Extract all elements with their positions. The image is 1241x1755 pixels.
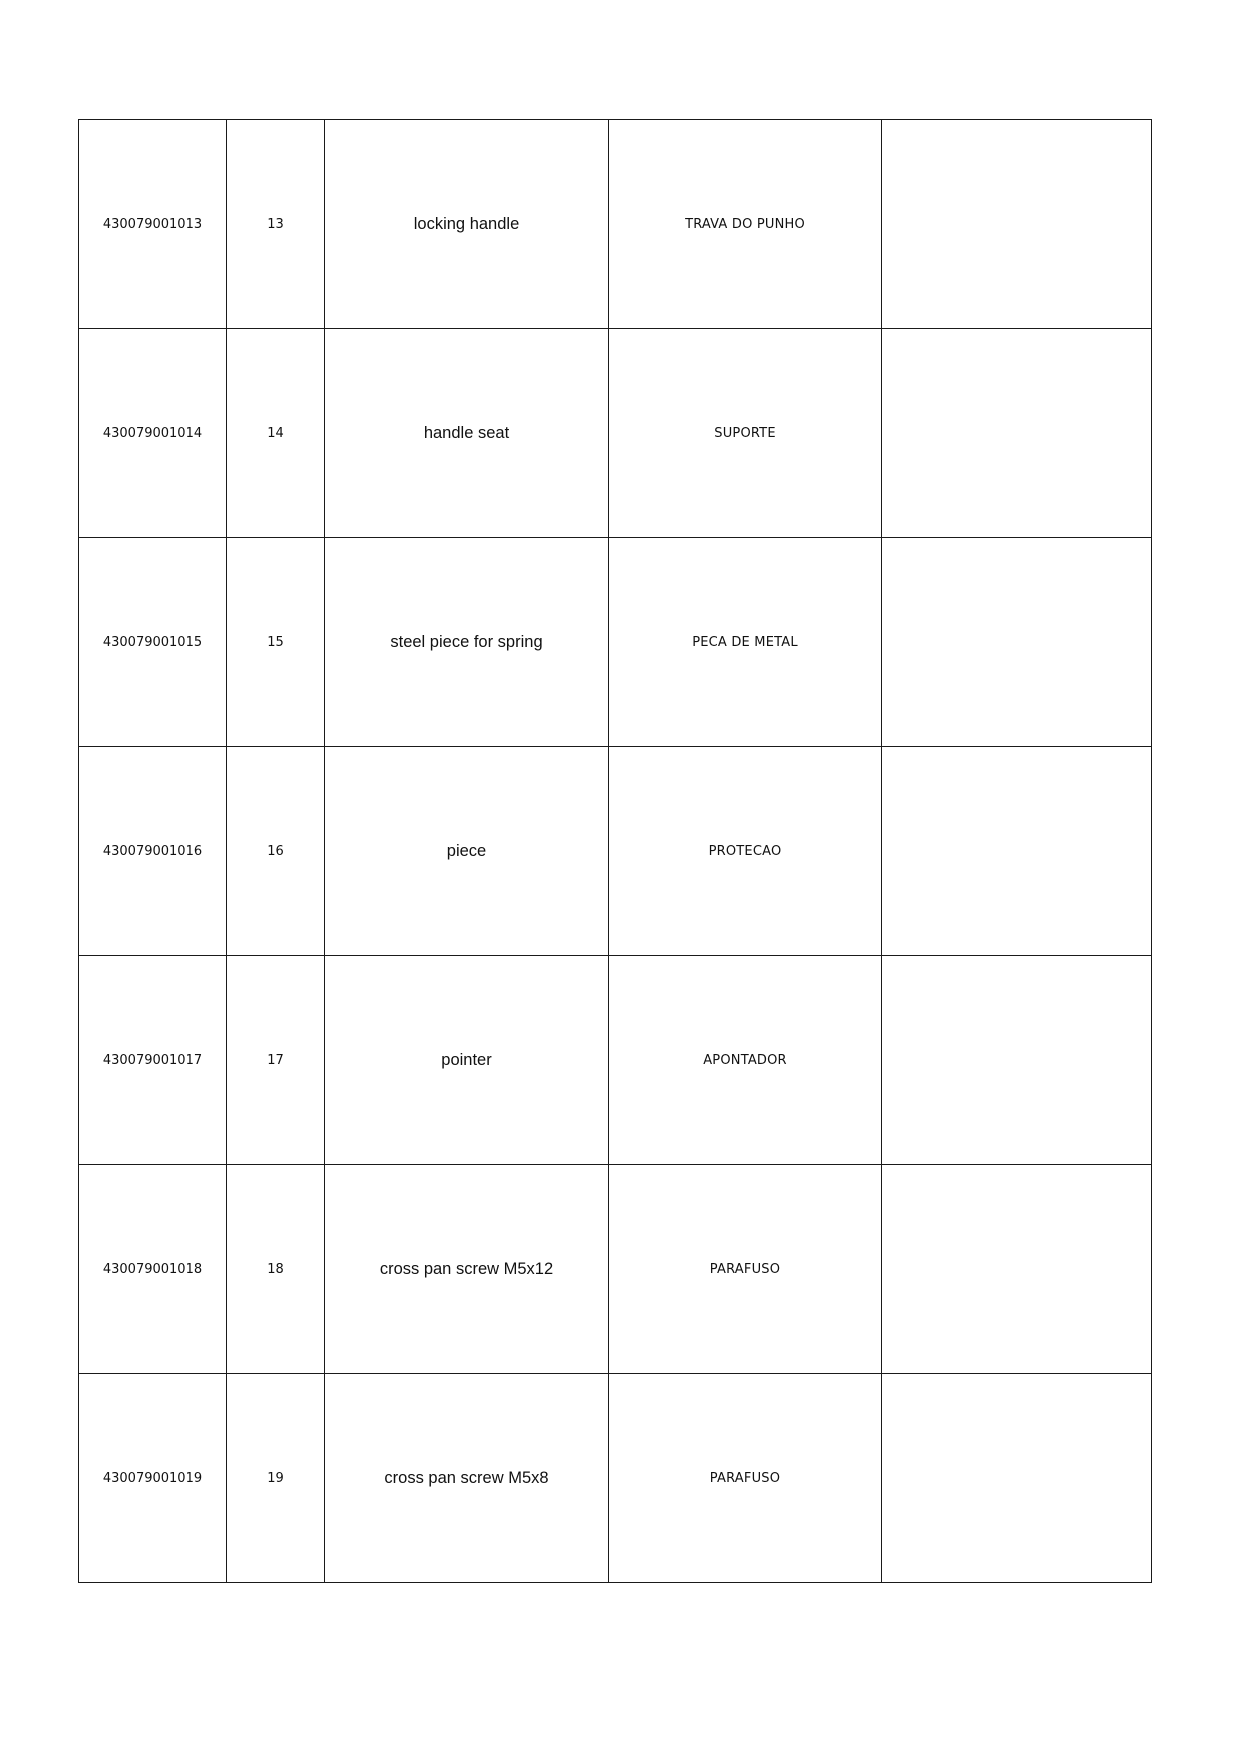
- parts-table-body: [79, 120, 1152, 1583]
- part-code-cell: 430079001017: [79, 956, 227, 1165]
- item-number-cell: 15: [227, 538, 325, 747]
- english-description-cell: piece: [325, 747, 609, 956]
- portuguese-description-cell: SUPORTE: [609, 329, 882, 538]
- table-row: [79, 1165, 1152, 1374]
- part-code-cell: 430079001015: [79, 538, 227, 747]
- item-number-cell: 16: [227, 747, 325, 956]
- portuguese-description-cell: PARAFUSO: [609, 1374, 882, 1583]
- empty-cell: [882, 956, 1152, 1165]
- table-row: [79, 329, 1152, 538]
- parts-table: [78, 119, 1152, 1583]
- item-number-cell: 13: [227, 120, 325, 329]
- part-code-cell: 430079001013: [79, 120, 227, 329]
- item-number-cell: 17: [227, 956, 325, 1165]
- item-number-cell: 19: [227, 1374, 325, 1583]
- portuguese-description-cell: PECA DE METAL: [609, 538, 882, 747]
- table-row: [79, 120, 1152, 329]
- portuguese-description-cell: PROTECAO: [609, 747, 882, 956]
- english-description-cell: cross pan screw M5x12: [325, 1165, 609, 1374]
- table-row: [79, 538, 1152, 747]
- item-number-cell: 14: [227, 329, 325, 538]
- english-description-cell: cross pan screw M5x8: [325, 1374, 609, 1583]
- table-row: [79, 747, 1152, 956]
- empty-cell: [882, 120, 1152, 329]
- empty-cell: [882, 538, 1152, 747]
- table-row: [79, 1374, 1152, 1583]
- table-row: [79, 956, 1152, 1165]
- empty-cell: [882, 1165, 1152, 1374]
- item-number-cell: 18: [227, 1165, 325, 1374]
- english-description-cell: handle seat: [325, 329, 609, 538]
- empty-cell: [882, 329, 1152, 538]
- part-code-cell: 430079001016: [79, 747, 227, 956]
- empty-cell: [882, 1374, 1152, 1583]
- portuguese-description-cell: APONTADOR: [609, 956, 882, 1165]
- empty-cell: [882, 747, 1152, 956]
- portuguese-description-cell: PARAFUSO: [609, 1165, 882, 1374]
- part-code-cell: 430079001014: [79, 329, 227, 538]
- portuguese-description-cell: TRAVA DO PUNHO: [609, 120, 882, 329]
- english-description-cell: pointer: [325, 956, 609, 1165]
- english-description-cell: locking handle: [325, 120, 609, 329]
- part-code-cell: 430079001019: [79, 1374, 227, 1583]
- english-description-cell: steel piece for spring: [325, 538, 609, 747]
- part-code-cell: 430079001018: [79, 1165, 227, 1374]
